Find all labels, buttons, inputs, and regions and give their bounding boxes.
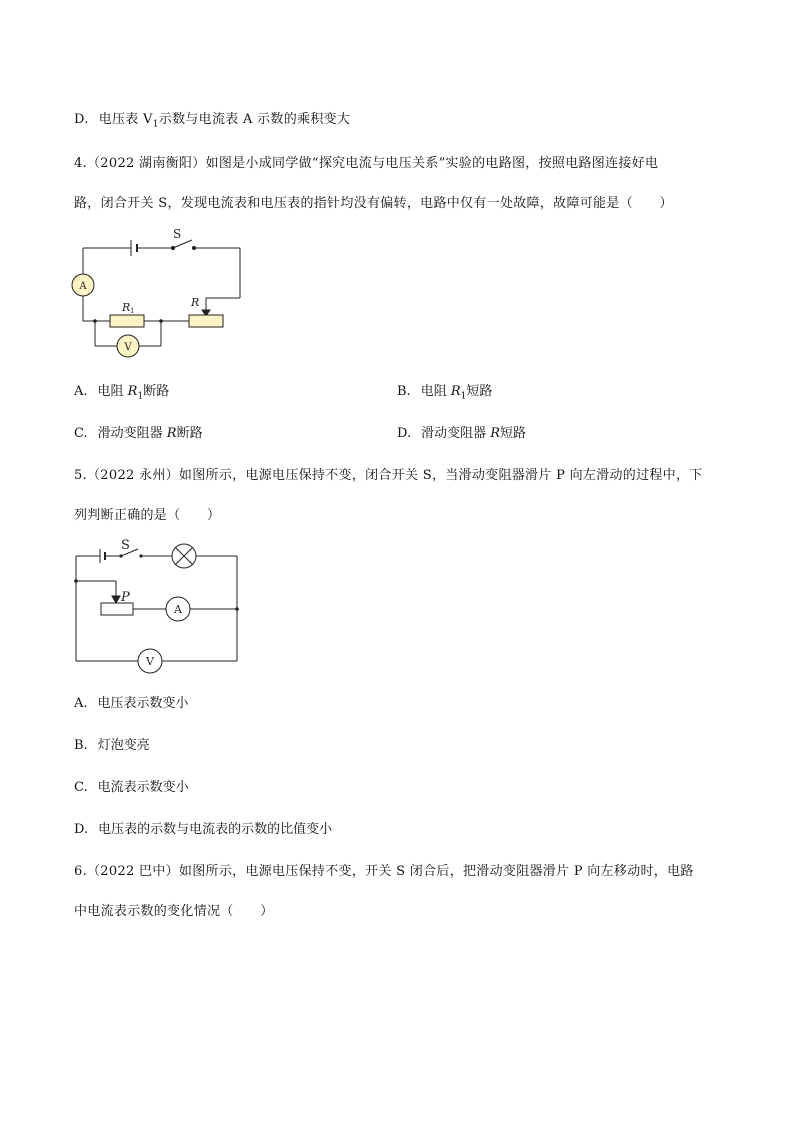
slider-label: P — [121, 590, 130, 605]
switch-label: S — [121, 538, 130, 553]
option-subscript: 1 — [460, 391, 467, 402]
option-variable: R — [127, 384, 138, 399]
ammeter-label: A — [174, 603, 182, 616]
option-letter: A. — [74, 384, 88, 399]
option-text: 灯泡变亮 — [97, 738, 150, 753]
q4-stem-line1: 4.（2022 湖南衡阳）如图是小成同学做“探究电流与电压关系”实验的电路图，按照电路图连接好电 — [74, 156, 659, 171]
option-variable: R — [450, 384, 461, 399]
option-subscript: 1 — [137, 391, 144, 402]
q5-option-a[interactable] — [74, 692, 189, 711]
junction-dot — [74, 579, 78, 583]
q4-stem-line2: 路，闭合开关 S，发现电流表和电压表的指针均没有偏转，电路中仅有一处故障，故障可能是（ ） — [74, 196, 673, 211]
option-text-pre: 电阻 — [420, 384, 451, 399]
option-text-post: 短路 — [500, 426, 527, 441]
q5-stem-line1: 5.（2022 永州）如图所示，电源电压保持不变，闭合开关 S，当滑动变阻器滑片 P 向左滑动的过程中，下 — [74, 468, 703, 483]
voltmeter-label: V — [124, 342, 132, 353]
q5-stem-line2: 列判断正确的是（ ） — [74, 508, 221, 523]
switch-label: S — [173, 227, 182, 241]
option-text: 电压表的示数与电流表的示数的比值变小 — [98, 822, 333, 837]
option-letter: D. — [74, 112, 89, 127]
option-subscript: 1 — [152, 119, 159, 130]
option-variable: R — [166, 426, 177, 441]
option-text-post: 示数与电流表 A 示数的乘积变大 — [158, 112, 351, 127]
q6-stem-line2: 中电流表示数的变化情况（ ） — [74, 904, 274, 919]
r1-label: R — [122, 301, 131, 314]
option-text: 电流表示数变小 — [97, 780, 189, 795]
switch-contact — [139, 554, 142, 557]
q5-option-b[interactable] — [74, 734, 150, 753]
slider-arrow — [112, 596, 120, 603]
option-letter: B. — [74, 738, 88, 753]
option-variable: R — [490, 426, 501, 441]
option-text-pre: 电阻 — [97, 384, 128, 399]
option-letter: D. — [397, 426, 412, 441]
q5-option-d[interactable] — [74, 818, 332, 837]
option-letter: D. — [74, 822, 89, 837]
r1-subscript: 1 — [130, 307, 135, 315]
q6-stem-line1: 6.（2022 巴中）如图所示，电源电压保持不变，开关 S 闭合后，把滑动变阻器滑片 P 向左移动时，电路 — [74, 864, 694, 879]
option-text-post: 断路 — [143, 384, 170, 399]
option-letter: B. — [397, 384, 411, 399]
option-text-pre: 滑动变阻器 — [97, 426, 167, 441]
switch-pivot — [119, 554, 122, 557]
option-text-post: 短路 — [466, 384, 493, 399]
option-text-pre: 滑动变阻器 — [421, 426, 491, 441]
q5-option-c[interactable] — [74, 776, 189, 795]
junction-dot — [235, 607, 239, 611]
option-letter: C. — [74, 426, 88, 441]
option-text: 电压表示数变小 — [97, 696, 189, 711]
voltmeter-label: V — [146, 655, 154, 668]
option-letter: A. — [74, 696, 88, 711]
ammeter-label: A — [79, 281, 87, 292]
option-text-pre: 电压表 V — [98, 112, 153, 127]
option-text-post: 断路 — [176, 426, 203, 441]
option-letter: C. — [74, 780, 88, 795]
r-label: R — [191, 296, 200, 309]
